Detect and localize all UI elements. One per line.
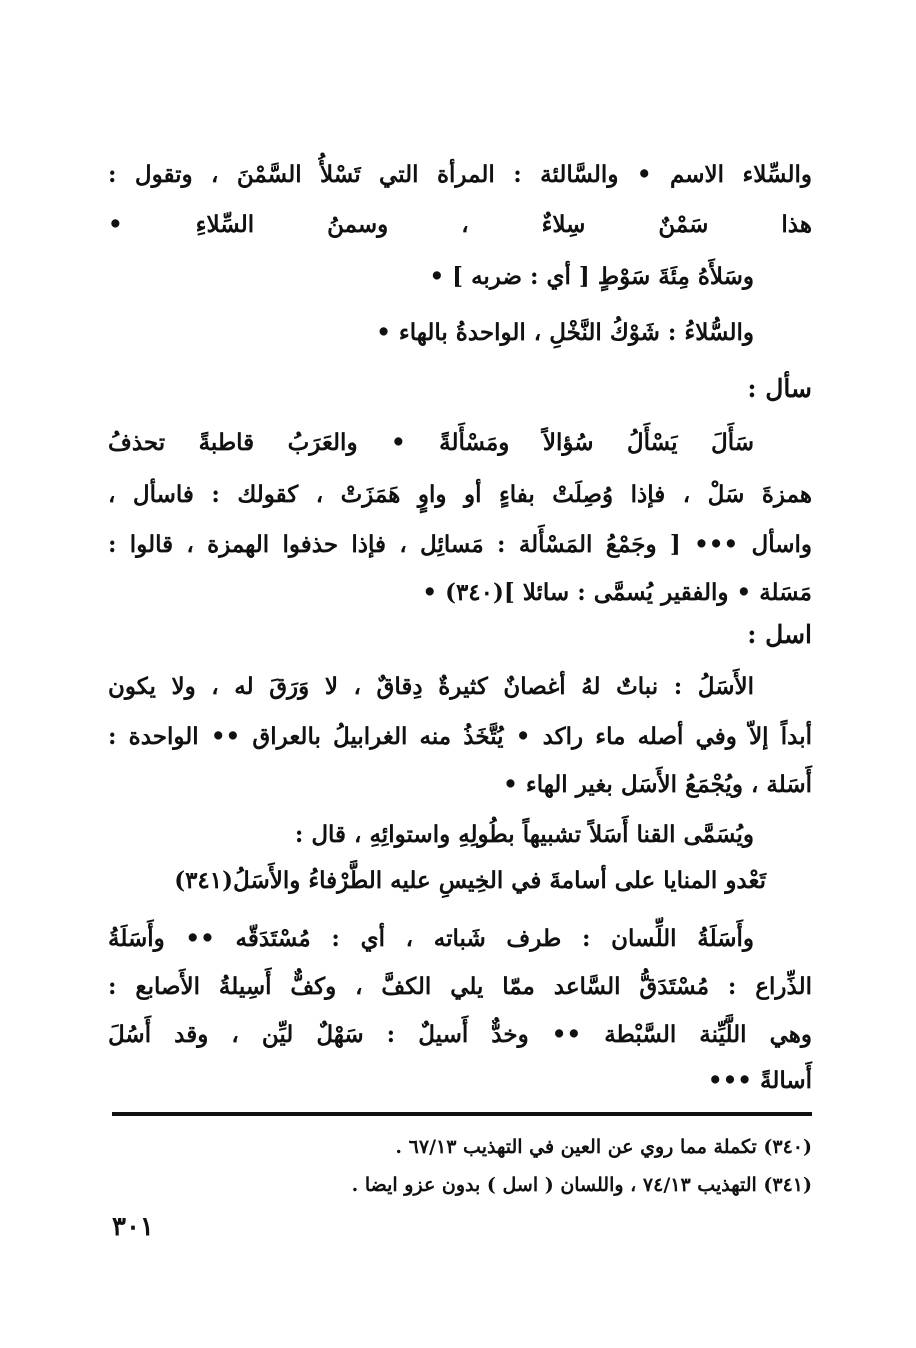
- text-line: وسَلأَهُ مِئَةَ سَوْطٍ [ أي : ضربه ] •: [429, 263, 754, 290]
- text-line: مَسَلة • والفقير يُسمَّى : سائلا ](٣٤٠) •: [422, 579, 812, 606]
- entry-heading-sal: سأل :: [747, 374, 812, 403]
- text-line: وهي اللَّيِّنة السَّبْطة •• وخدٌّ أَسيلٌ : سَهْلٌ ليِّن ، وقد أَسُلَ: [108, 1021, 812, 1048]
- footnote: (٣٤٠) تكملة مما روي عن العين في التهذيب ٦٧/١٣ .: [395, 1136, 812, 1158]
- text-line: والسُّلاءُ : شَوْكُ النَّخْلِ ، الواحدةُ بالهاء •: [376, 319, 754, 346]
- poetry-verse: تَعْدو المنايا على أسامةَ في الخِيسِ عليه الطَّرْفاءُ والأَسَلُ(٣٤١): [174, 867, 766, 894]
- text-line: هذا سَمْنٌ سِلاءٌ ، وسمنُ السِّلاءِ •: [108, 211, 812, 238]
- text-line: واسأل ••• [ وجَمْعُ المَسْأَلة : مَسائِل ، فإذا حذفوا الهمزة ، قالوا :: [108, 531, 812, 558]
- text-line: همزةَ سَلْ ، فإذا وُصِلَتْ بفاءٍ أو واوٍ هَمَزَتْ ، كقولك : فاسأل ،: [108, 481, 812, 508]
- text-line: أَسالةً •••: [707, 1067, 812, 1094]
- entry-heading-asl: اسل :: [747, 620, 812, 649]
- text-line: الأَسَلُ : نباتٌ لهُ أغصانٌ كثيرةٌ دِقاقٌ ، لا وَرَقَ له ، ولا يكون: [108, 673, 754, 700]
- text-line: أبداً إلاّ وفي أصله ماء راكد • يُتَّخَذُ منه الغرابيلُ بالعراق •• الواحدة :: [108, 723, 812, 750]
- page-number: ٣٠١: [112, 1212, 154, 1242]
- footnote: (٣٤١) التهذيب ٧٤/١٣ ، واللسان ( اسل ) بدون عزو ايضا .: [351, 1174, 812, 1196]
- text-line: سَأَلَ يَسْأَلُ سُؤالاً ومَسْأَلةً • والعَرَبُ قاطبةً تحذفُ: [108, 429, 754, 456]
- text-line: أَسَلة ، ويُجْمَعُ الأَسَل بغير الهاء •: [503, 771, 812, 798]
- footnote-divider: [112, 1112, 812, 1116]
- text-line: الذِّراع : مُسْتَدَقُّ السَّاعد ممّا يلي الكفَّ ، وكفٌّ أَسِيلةُ الأَصابع :: [108, 973, 812, 1000]
- text-line: وأَسَلَةُ اللِّسان : طرف شَباته ، أي : مُسْتَدَقّه •• وأَسَلَةُ: [108, 925, 754, 952]
- text-line: ويُسَمَّى القنا أَسَلاً تشبيهاً بطُولِهِ واستوائِهِ ، قال :: [294, 821, 754, 848]
- text-line: والسِّلاء الاسم • والسَّالئة : المرأة التي تَسْلأُ السَّمْنَ ، وتقول :: [108, 161, 812, 188]
